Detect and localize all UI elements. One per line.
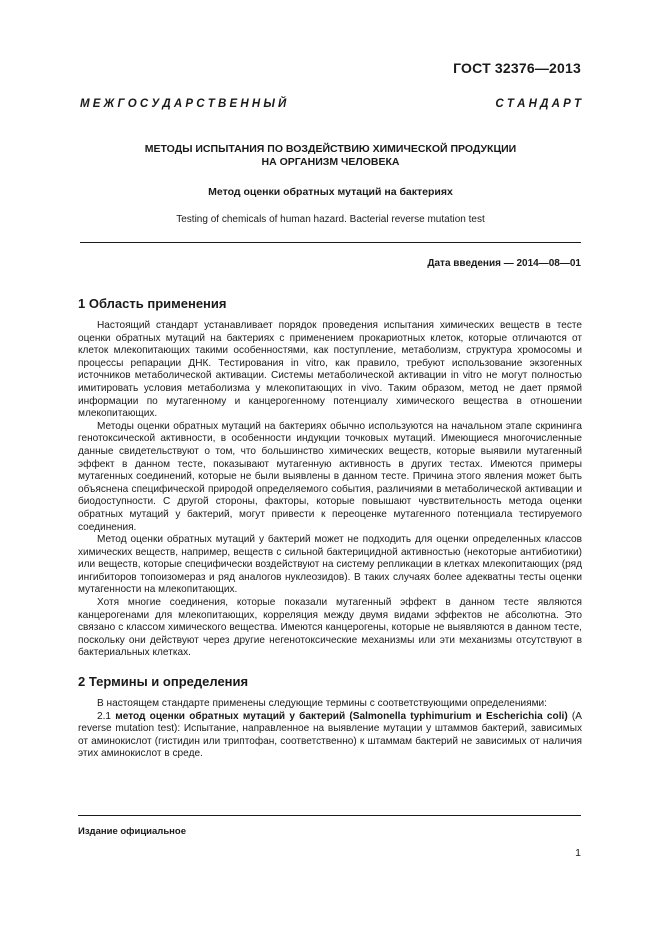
title-block xyxy=(80,143,581,225)
term-number: 2.1 xyxy=(97,710,116,722)
introduction-date: Дата введения — 2014—08—01 xyxy=(427,258,581,269)
section-1-paragraph-2: Методы оценки обратных мутаций на бактериях обычно используются на начальном этапе скрининга генотоксической активности, в особенности индукции точковых мутаций. Имеющиеся многочисленные данные свидетельствуют о том, что большинство химических веществ, которые выявили мутагенный эффект в данном тесте, показывают мутагенную активность в других тестах. Имеются примеры мутагенных соединений, которые не были выявлены в данном тесте. Причина этого явления может быть объяснена специфической природой определяемого события, различиями в метаболической активации и биодоступности. С другой стороны, факторы, которые повышают чувствительность метода оценки обратных мутаций у бактерий, могут привести к переоценке мутагенного потенциала тестируемого соединения. xyxy=(78,420,582,533)
interstate-standard-banner xyxy=(80,98,581,110)
document-title-line1: МЕТОДЫ ИСПЫТАНИЯ ПО ВОЗДЕЙСТВИЮ ХИМИЧЕСКОЙ ПРОДУКЦИИ xyxy=(144,143,517,155)
term-definition: (A reverse mutation test): Испытание, направленное на выявление мутации у штаммов бактерий, зависимых от аминокислот (гистидин или триптофан, соответственно) к штаммам бактерий не зависимых от наличия этих аминокислот в среде. xyxy=(78,710,582,760)
document-body xyxy=(78,296,582,761)
document-title-line2: НА ОРГАНИЗМ ЧЕЛОВЕКА xyxy=(261,156,400,168)
section-1-paragraph-1: Настоящий стандарт устанавливает порядок проведения испытания химических веществ в тесте оценки обратных мутаций на бактериях с применением прокариотных клеток, которые отличаются от клеток млекопитающих такими особенностями, как поступление, метаболизм, структура хромосомы и процессы репарации ДНК. Тестирования in vitro, как правило, требуют использование экзогенных источников метаболической активации. Системы метаболической активации in vitro не могут полностью имитировать условия метаболизма у млекопитающих in vivo. Таким образом, метод не дает прямой информации по мутагенному и канцерогенному потенциалу химического вещества в отношении млекопитающих. xyxy=(78,320,582,420)
section-1-heading: 1 Область применения xyxy=(78,296,227,311)
header-divider xyxy=(80,242,581,243)
standard-number: ГОСТ 32376—2013 xyxy=(453,60,581,76)
section-1-paragraph-3: Метод оценки обратных мутаций у бактерий может не подходить для оценки определенных классов химических веществ, например, веществ с сильной бактерицидной активностью (некоторые антибиотики) или веществ, которые специфически воздействуют на систему репликации в клетках млекопитающих (ряд ингибиторов топоизомераз и ряд аналогов нуклеозидов). В таких случаях более адекватны тесты оценки мутагенности на млекопитающих. xyxy=(78,534,582,596)
term-name: метод оценки обратных мутаций у бактерий (Salmonella typhimurium и Escherichia coli) xyxy=(115,710,568,722)
term-2-1 xyxy=(78,711,582,761)
section-spacer xyxy=(78,660,582,674)
section-1-paragraph-4: Хотя многие соединения, которые показали мутагенный эффект в данном тесте являются канцерогенами для млекопитающих, корреляция между двумя видами эффектов не абсолютна. Это связано с классом химического вещества. Имеются канцерогены, которые не выявляются в данном тесте, поскольку они действуют через другие негенотоксические механизмы или эти механизмы отсутствуют в бактериальных клетках. xyxy=(78,597,582,659)
banner-word-standard: С Т А Н Д А Р Т xyxy=(495,98,581,110)
english-title: Testing of chemicals of human hazard. Bacterial reverse mutation test xyxy=(176,214,485,225)
document-subtitle: Метод оценки обратных мутаций на бактериях xyxy=(208,186,453,198)
footer-divider xyxy=(78,815,581,816)
page-number: 1 xyxy=(575,847,581,859)
official-edition-label: Издание официальное xyxy=(78,826,186,837)
banner-word-interstate: М Е Ж Г О С У Д А Р С Т В Е Н Н Ы Й xyxy=(80,98,287,110)
section-2-intro: В настоящем стандарте применены следующие термины с соответствующими определениями: xyxy=(97,698,547,710)
section-2-heading: 2 Термины и определения xyxy=(78,674,249,690)
